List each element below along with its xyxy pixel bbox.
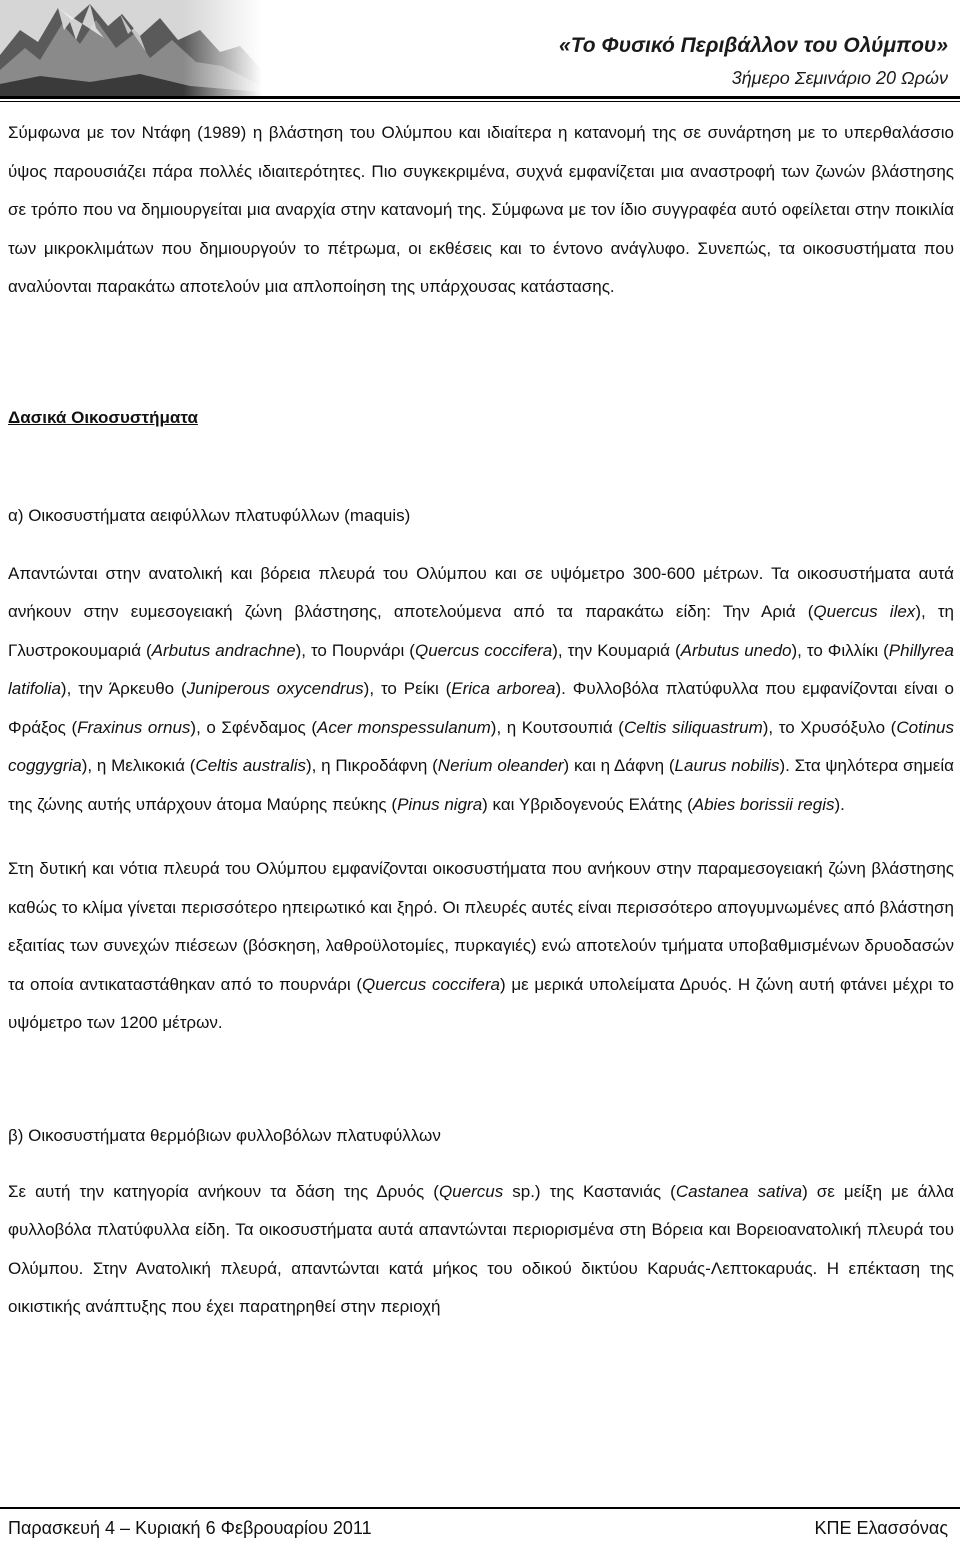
deciduous-paragraph: Σε αυτή την κατηγορία ανήκουν τα δάση της Δρυός (Quercus sp.) της Καστανιάς (Castanea sativa) σε μείξη με άλλα φυλλοβόλα πλατύφυλλα είδη. Τα οικοσυστήματα αυτά απαντώνται περιορισμένα στη Βόρεια και Βορειοανατολική πλευρά του Ολύμπου. Στην Ανατολική πλευρά, απαντώνται κατά μήκος του οδικού δικτύου Καρυάς-Λεπτοκαρυάς. Η επέκταση της οικιστικής ανάπτυξης που έχει παρατηρηθεί στην περιοχή [8,1181,954,1316]
footer-dates: Παρασκευή 4 – Κυριακή 6 Φεβρουαρίου 2011 [8,1518,372,1538]
subsection-b-title: β) Οικοσυστήματα θερμόβιων φυλλοβόλων πλατυφύλλων [8,1125,441,1145]
document-subtitle: 3ήμερο Σεμινάριο 20 Ωρών [731,68,948,88]
mountain-photo-icon [0,0,262,96]
header-divider [0,96,960,99]
document-body [8,104,954,1327]
section-heading: Δασικά Οικοσυστήματα [8,407,198,427]
maquis-paragraph: Απαντώνται στην ανατολική και βόρεια πλευρά του Ολύμπου και σε υψόμετρο 300-600 μέτρων. Τα οικοσυστήματα αυτά ανήκουν στην ευμεσογειακή ζώνη βλάστησης, αποτελούμενα από τα παρακάτω είδη: Την Αριά (Quercus ilex), τη Γλυστροκουμαριά (Arbutus andrachne), το Πουρνάρι (Quercus coccifera), την Κουμαριά (Arbutus unedo), το Φιλλίκι (Phillyrea latifolia), την Άρκευθο (Juniperous oxycendrus), το Ρείκι (Erica arborea). Φυλλοβόλα πλατύφυλλα που εμφανίζονται είναι ο Φράξος (Fraxinus ornus), ο Σφένδαμος (Acer monspessulanum), η Κουτσουπιά (Celtis siliquastrum), το Χρυσόξυλο (Cotinus coggygria), η Μελικοκιά (Celtis australis), η Πικροδάφνη (Nerium oleander) και η Δάφνη (Laurus nobilis). Στα ψηλότερα σημεία της ζώνης αυτής υπάρχουν άτομα Μαύρης πεύκης (Pinus nigra) και Υβριδογενούς Ελάτης (Abies borissii regis). [8,563,954,814]
footer-organization: ΚΠΕ Ελασσόνας [814,1518,948,1538]
subsection-a-title: α) Οικοσυστήματα αειφύλλων πλατυφύλλων (maquis) [8,505,411,525]
footer-divider [0,1507,960,1509]
intro-paragraph: Σύμφωνα με τον Ντάφη (1989) η βλάστηση του Ολύμπου και ιδιαίτερα η κατανομή της σε συνάρτηση με το υπερθαλάσσιο ύψος παρουσιάζει πάρα πολλές ιδιαιτερότητες. Πιο συγκεκριμένα, συχνά εμφανίζεται μια αναστροφή των ζωνών βλάστησης σε τρόπο που να δημιουργείται μια αναρχία στην κατανομή της. Σύμφωνα με τον ίδιο συγγραφέα αυτό οφείλεται στην ποικιλία των μικροκλιμάτων που δημιουργούν το πέτρωμα, οι εκθέσεις και το έντονο ανάγλυφο. Συνεπώς, τα οικοσυστήματα που αναλύονται παρακάτω αποτελούν μια απλοποίηση της υπάρχουσας κατάστασης. [8,123,954,296]
header-divider-thin [0,101,960,102]
page-header [0,0,960,100]
document-title: «Το Φυσικό Περιβάλλον του Ολύμπου» [559,34,948,57]
parameditteranean-paragraph: Στη δυτική και νότια πλευρά του Ολύμπου εμφανίζονται οικοσυστήματα που ανήκουν στην παραμεσογειακή ζώνη βλάστησης καθώς το κλίμα γίνεται περισσότερο ηπειρωτικό και ξηρό. Οι πλευρές αυτές είναι περισσότερο απογυμνωμένες από βλάστηση εξαιτίας των συνεχών πιέσεων (βόσκηση, λαθροϋλοτομίες, πυρκαγιές) ενώ αποτελούν τμήματα υποβαθμισμένων δρυοδασών τα οποία αντικαταστάθηκαν από το πουρνάρι (Quercus coccifera) με μερικά υπολείματα Δρυός. Η ζώνη αυτή φτάνει μέχρι το υψόμετρο των 1200 μέτρων. [8,859,955,1032]
